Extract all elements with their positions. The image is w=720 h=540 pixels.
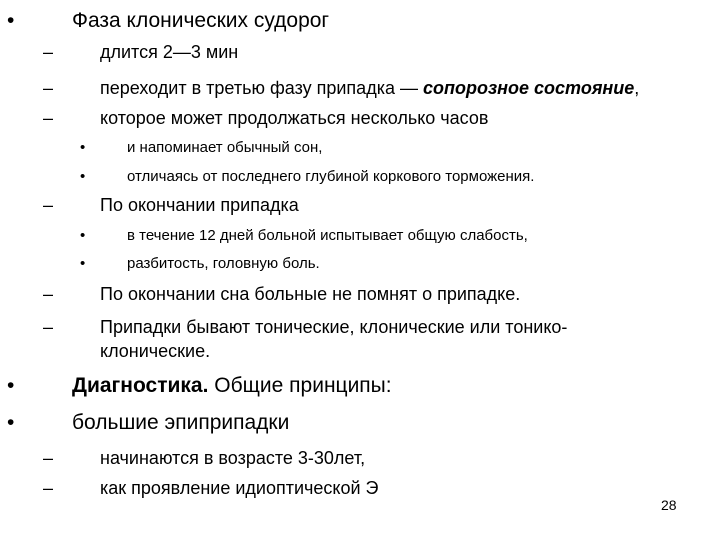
dash-marker: –	[43, 108, 54, 128]
heading-clonic-phase: Фаза клонических судорог	[72, 9, 330, 32]
item-punct: ,	[634, 78, 640, 98]
dash-marker: –	[43, 195, 54, 215]
list-item: которое может продолжаться несколько часов	[100, 108, 489, 128]
sub-list-item: отличаясь от последнего глубиной коркового торможения.	[127, 168, 535, 185]
list-item: длится 2—3 мин	[100, 42, 239, 62]
bullet-marker: •	[80, 168, 86, 185]
sub-list-item: разбитость, головную боль.	[127, 255, 320, 272]
list-item: как проявление идиоптической Э	[100, 478, 379, 498]
dash-marker: –	[43, 317, 54, 337]
bullet-marker: •	[7, 411, 15, 434]
diagnostics-label: Диагностика.	[72, 374, 209, 397]
heading-large-seizures: большие эпиприпадки	[72, 411, 290, 434]
list-item-line-2: клонические.	[100, 341, 211, 361]
list-item: По окончании сна больные не помнят о припадке.	[100, 284, 521, 304]
page-number: 28	[661, 497, 677, 513]
dash-marker: –	[43, 42, 54, 62]
bullet-marker: •	[80, 139, 86, 156]
list-item: По окончании припадка	[100, 195, 299, 215]
bullet-marker: •	[80, 227, 86, 244]
item-text: переходит в третью фазу припадка —	[100, 78, 423, 98]
bullet-marker: •	[80, 255, 86, 272]
bullet-marker: •	[7, 9, 15, 32]
heading-diagnostics	[72, 374, 392, 398]
emphasis-term: сопорозное состояние	[422, 78, 635, 98]
dash-marker: –	[43, 478, 54, 498]
list-item	[100, 78, 639, 99]
dash-marker: –	[43, 284, 54, 304]
sub-list-item: в течение 12 дней больной испытывает общую слабость,	[127, 227, 528, 244]
dash-marker: –	[43, 448, 54, 468]
list-item: начинаются в возрасте 3-30лет,	[100, 448, 366, 468]
sub-list-item: и напоминает обычный сон,	[127, 139, 323, 156]
diagnostics-rest: Общие принципы:	[208, 374, 392, 397]
dash-marker: –	[43, 78, 54, 98]
bullet-marker: •	[7, 374, 15, 397]
list-item-line-1: Припадки бывают тонические, клонические или тонико-	[100, 317, 568, 337]
